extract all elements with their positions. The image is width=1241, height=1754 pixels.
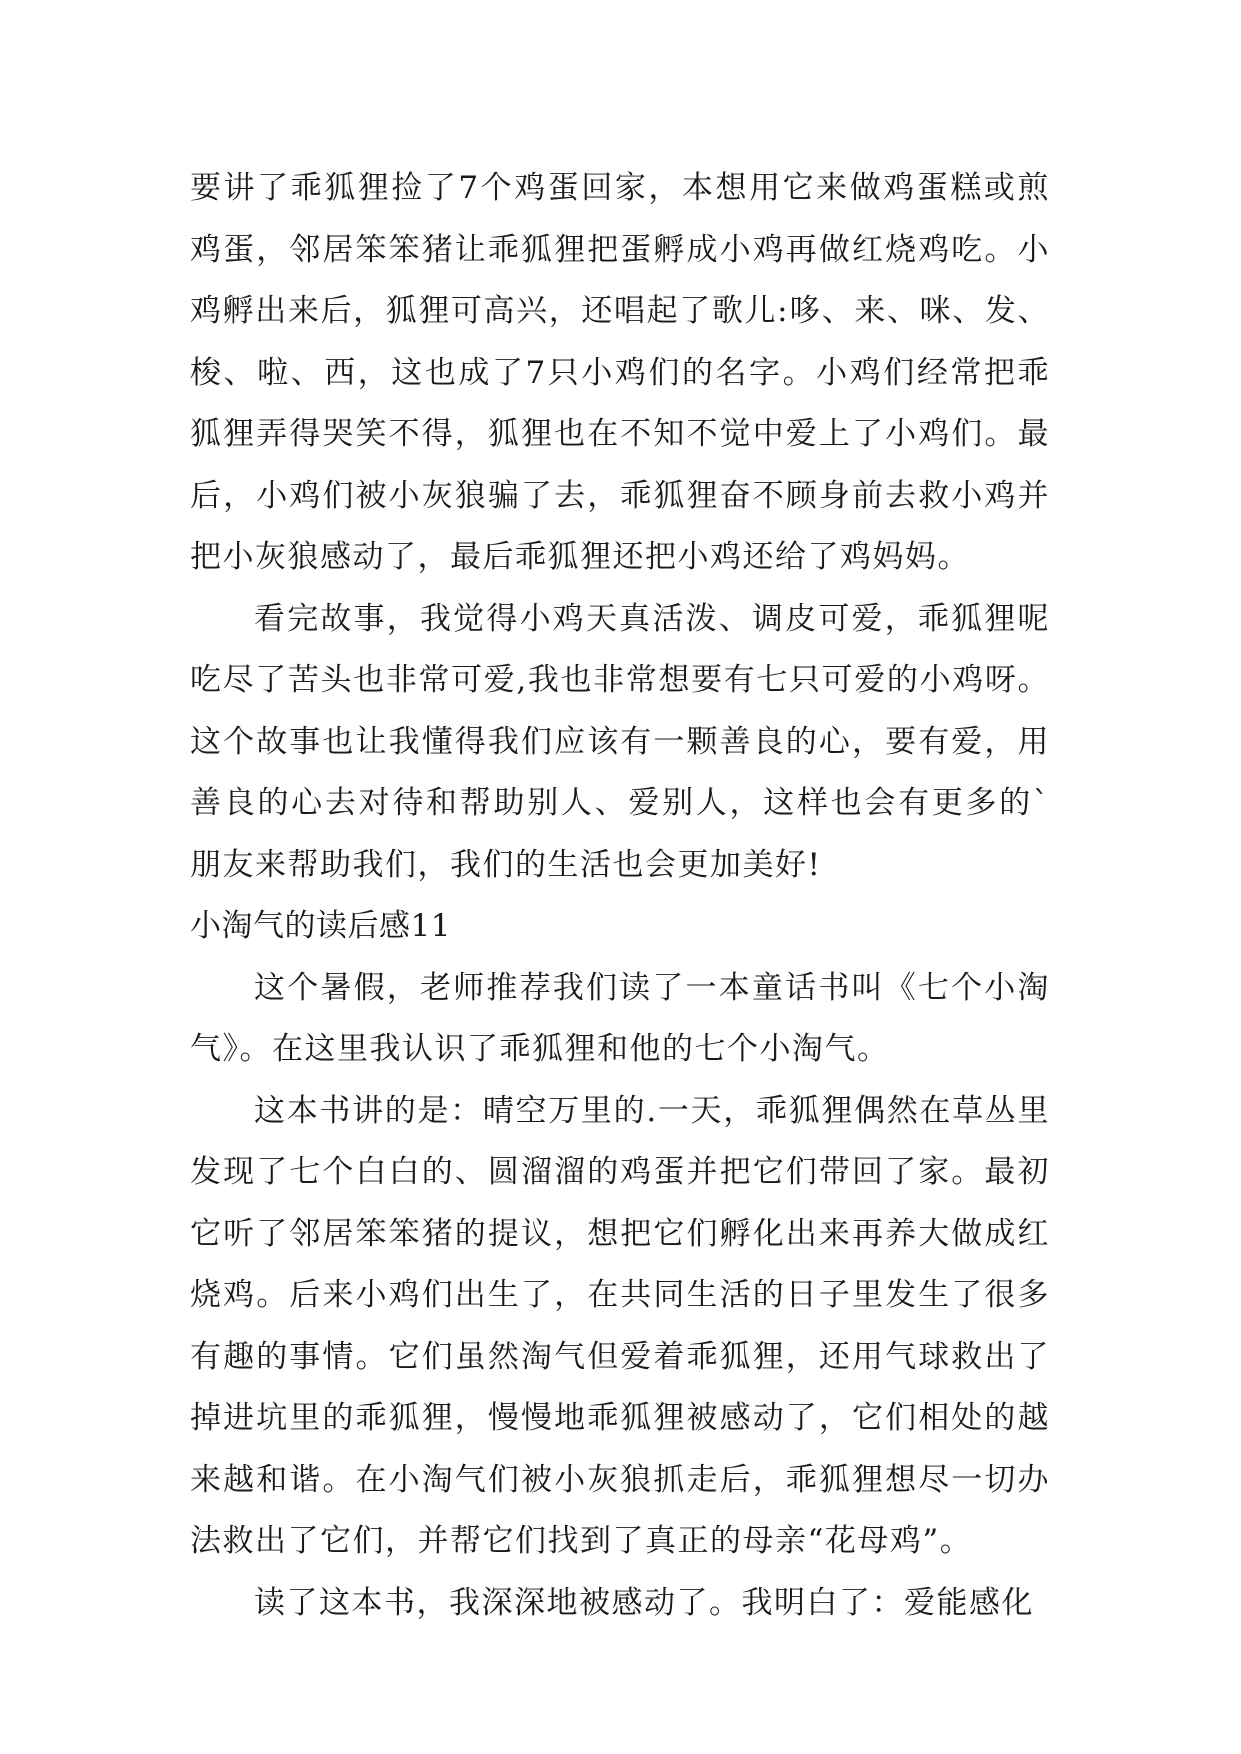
document-body bbox=[190, 158, 1050, 1634]
paragraph-intro: 这个暑假，老师推荐我们读了一本童话书叫《七个小淘气》。在这里我认识了乖狐狸和他的七个小淘气。 bbox=[190, 969, 1050, 1067]
paragraph-book-content: 这本书讲的是：晴空万里的.一天，乖狐狸偶然在草丛里发现了七个白白的、圆溜溜的鸡蛋并把它们带回了家。最初它听了邻居笨笨猪的提议，想把它们孵化出来再养大做成红烧鸡。后来小鸡们出生了，在共同生活的日子里发生了很多有趣的事情。它们虽然淘气但爱着乖狐狸，还用气球救出了掉进坑里的乖狐狸，慢慢地乖狐狸被感动了，它们相处的越来越和谐。在小淘气们被小灰狼抓走后，乖狐狸想尽一切办法救出了它们，并帮它们找到了真正的母亲“花母鸡”。 bbox=[190, 1092, 1050, 1559]
paragraph-reflection: 看完故事，我觉得小鸡天真活泼、调皮可爱，乖狐狸呢吃尽了苦头也非常可爱,我也非常想要有七只可爱的小鸡呀。这个故事也让我懂得我们应该有一颗善良的心，要有爱，用善良的心去对待和帮助别人、爱别人，这样也会有更多的`朋友来帮助我们，我们的生活也会更加美好! bbox=[190, 600, 1050, 883]
paragraph-story-summary: 要讲了乖狐狸捡了7个鸡蛋回家，本想用它来做鸡蛋糕或煎鸡蛋，邻居笨笨猪让乖狐狸把蛋孵成小鸡再做红烧鸡吃。小鸡孵出来后，狐狸可高兴，还唱起了歌儿:哆、来、咪、发、梭、啦、西，这也成了7只小鸡们的名字。小鸡们经常把乖狐狸弄得哭笑不得，狐狸也在不知不觉中爱上了小鸡们。最后，小鸡们被小灰狼骗了去，乖狐狸奋不顾身前去救小鸡并把小灰狼感动了，最后乖狐狸还把小鸡还给了鸡妈妈。 bbox=[190, 170, 1050, 575]
section-heading: 小淘气的读后感11 bbox=[190, 908, 451, 944]
paragraph-conclusion: 读了这本书，我深深地被感动了。我明白了：爱能感化 bbox=[254, 1584, 1034, 1621]
